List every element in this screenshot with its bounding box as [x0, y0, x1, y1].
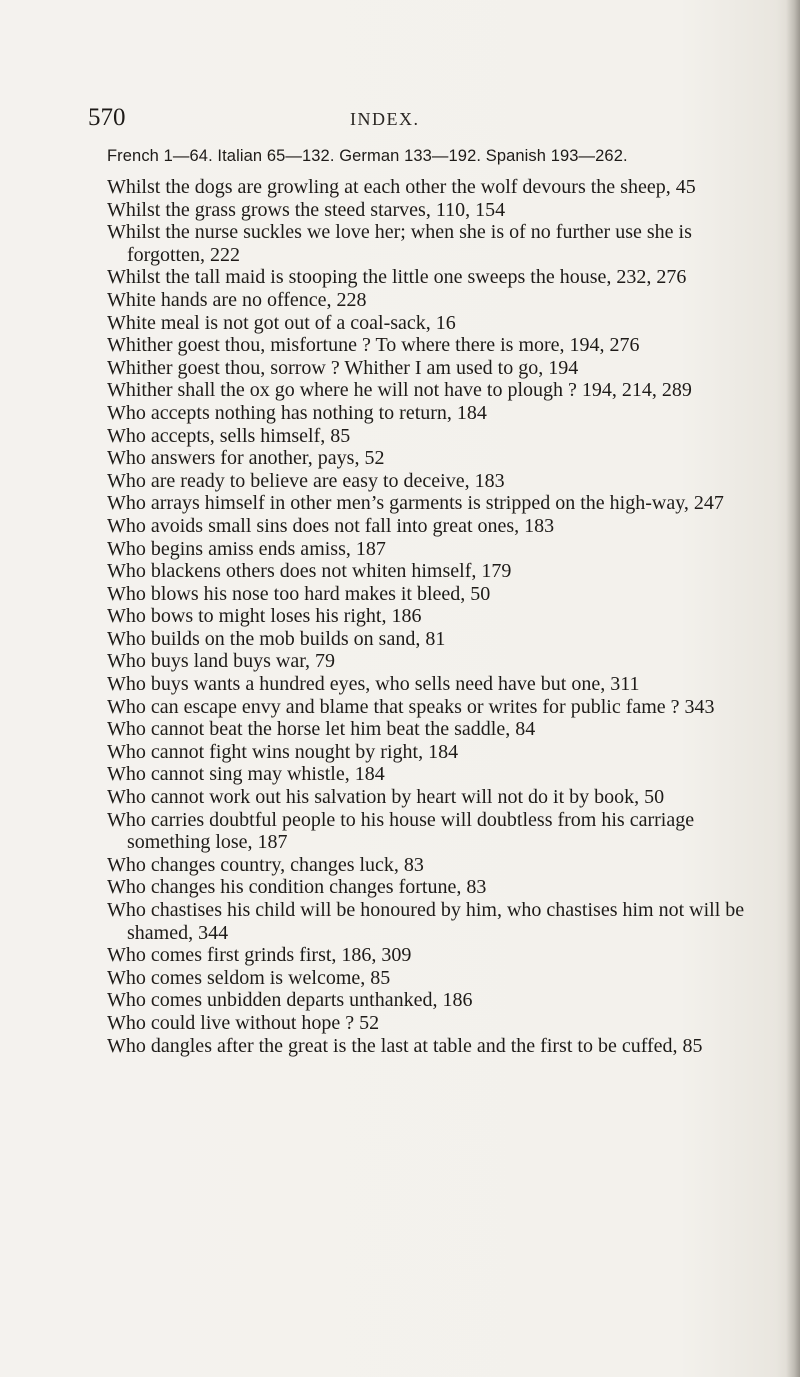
index-entry: Who cannot sing may whistle, 184	[107, 763, 385, 786]
index-entry: Whilst the grass grows the steed starves, 110, 154	[107, 198, 506, 221]
index-entry: Who chastises his child will be honoured by him, who chastises him not will be shamed, 344	[107, 899, 745, 944]
index-entry: Whilst the dogs are growling at each other the wolf devours the sheep, 45	[107, 176, 696, 198]
index-entry: Who accepts nothing has nothing to return, 184	[107, 401, 487, 424]
index-entry: Whither shall the ox go where he will not have to plough ? 194, 214, 289	[107, 379, 692, 402]
index-entry: Who comes unbidden departs unthanked, 186	[107, 989, 473, 1012]
index-entry: Who are ready to believe are easy to deceive, 183	[107, 469, 505, 492]
index-entry: Whither goest thou, misfortune ? To where there is more, 194, 276	[107, 334, 640, 357]
index-entry: Who dangles after the great is the last at table and the first to be cuffed, 85	[107, 1034, 703, 1057]
index-entry: Who changes country, changes luck, 83	[107, 853, 424, 876]
index-entry: Who carries doubtful people to his house will doubtless from his carriage something lose, 187	[107, 808, 695, 854]
page-edge-shadow	[786, 0, 800, 1377]
index-entry: Who arrays himself in other men’s garments is stripped on the high-way, 247	[107, 492, 724, 515]
index-entry: Who buys wants a hundred eyes, who sells need have but one, 311	[107, 673, 640, 696]
index-entry: Who begins amiss ends amiss, 187	[107, 537, 386, 560]
index-entry: Who blackens others does not whiten himself, 179	[107, 560, 512, 583]
page-number: 570	[88, 104, 126, 131]
index-entry-list	[107, 176, 767, 1057]
index-entry: Who can escape envy and blame that speaks or writes for public fame ? 343	[107, 695, 715, 718]
index-entry: Who accepts, sells himself, 85	[107, 424, 351, 447]
index-entry: Whilst the nurse suckles we love her; when she is of no further use she is forgotten, 222	[107, 221, 692, 266]
index-entry: Who answers for another, pays, 52	[107, 447, 385, 470]
index-entry: Who buys land buys war, 79	[107, 650, 336, 673]
index-entry: Who blows his nose too hard makes it bleed, 50	[107, 582, 491, 605]
language-ranges-line: French 1—64. Italian 65—132. German 133—192. Spanish 193—262.	[107, 147, 628, 165]
index-entry: Who avoids small sins does not fall into great ones, 183	[107, 514, 555, 537]
index-entry: Who builds on the mob builds on sand, 81	[107, 627, 446, 650]
page-header	[88, 104, 668, 136]
index-entry: White meal is not got out of a coal-sack, 16	[107, 311, 456, 334]
index-entry: Whither goest thou, sorrow ? Whither I am used to go, 194	[107, 356, 579, 379]
index-entry: White hands are no offence, 228	[107, 288, 367, 311]
index-entry: Who could live without hope ? 52	[107, 1011, 380, 1034]
index-entry: Who comes first grinds first, 186, 309	[107, 944, 412, 967]
index-entry: Who comes seldom is welcome, 85	[107, 966, 391, 989]
index-entry: Who cannot beat the horse let him beat the saddle, 84	[107, 718, 536, 741]
index-entry: Whilst the tall maid is stooping the little one sweeps the house, 232, 276	[107, 266, 687, 289]
index-entry: Who cannot work out his salvation by heart will not do it by book, 50	[107, 786, 665, 809]
running-head: INDEX.	[350, 109, 420, 129]
index-entry: Who cannot fight wins nought by right, 184	[107, 740, 459, 763]
index-entry: Who changes his condition changes fortune, 83	[107, 876, 487, 899]
index-entry: Who bows to might loses his right, 186	[107, 605, 422, 628]
